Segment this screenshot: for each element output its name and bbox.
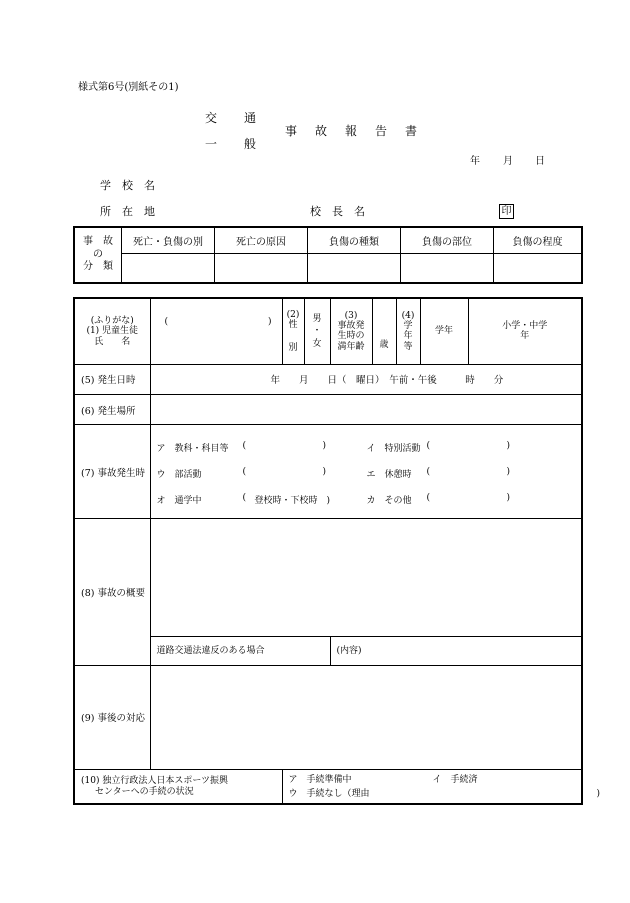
grade-label: (4) 学 年 等 [396,298,420,364]
jsc-status-cell[interactable]: ア 手続準備中 イ 手続済 ウ 手続なし（理由 ) [282,770,582,804]
traffic-violation-label: 道路交通法違反のある場合 [150,637,330,665]
category-cell-part[interactable] [401,253,494,283]
category-cell-degree[interactable] [494,253,583,283]
age-unit[interactable]: 歳 [372,298,396,364]
category-header: 負傷の程度 [494,227,583,253]
date-year: 年 [470,156,480,167]
followup-cell[interactable] [150,665,582,770]
category-row-label: 事 故 の 分 類 [74,227,122,283]
category-table [73,226,583,284]
occurrence-date-label: (5) 発生日時 [74,364,150,394]
age-label: (3) 事故発 生時の 満年齢 [330,298,372,364]
page-title: 事 故 報 告 書 [285,124,421,138]
summary-label: (8) 事故の概要 [74,518,150,665]
type-traffic: 交 通 [205,111,258,125]
category-header: 負傷の種類 [308,227,401,253]
occurrence-place-cell[interactable] [150,395,582,425]
student-name-label: (ふりがな) (1) 児童生徒 氏 名 [74,298,150,364]
school-name-label: 学 校 名 [100,179,155,192]
category-header: 死亡・負傷の別 [122,227,215,253]
summary-cell[interactable] [150,518,582,637]
type-general: 一 般 [205,137,258,151]
form-id: 様式第6号(別紙その1) [78,82,179,93]
occurrence-place-label: (6) 発生場所 [74,395,150,425]
occurrence-time-cell[interactable]: ア 教科・科目等 ( ) イ 特別活動 ( ) ウ 部活動 ( ) エ 休憩時 ( ) オ 通学中 ( 登校時・下校時 ) カ その他 ( ) [150,425,582,519]
category-cell-kind[interactable] [308,253,401,283]
date-month: 月 [503,156,513,167]
occurrence-time-label: (7) 事故発生時 [74,425,150,519]
address-label: 所 在 地 [100,205,155,218]
category-cell-type[interactable] [122,253,215,283]
occurrence-date-cell[interactable]: 年 月 日（ 曜日） 午前・午後 時 分 [150,364,582,394]
traffic-violation-content[interactable]: (内容) [330,637,582,665]
seal-mark: 印 [499,204,514,219]
school-type[interactable]: 小学・中学 年 [468,298,582,364]
jsc-label: (10) 独立行政法人日本スポーツ振興 センターへの手続の状況 [74,770,282,804]
category-header: 死亡の原因 [215,227,308,253]
date-day: 日 [535,156,545,167]
student-name-cell[interactable]: ( ) [150,298,282,364]
grade-unit[interactable]: 学年 [420,298,468,364]
category-cell-cause[interactable] [215,253,308,283]
sex-options[interactable]: 男 ・ 女 [304,298,330,364]
followup-label: (9) 事後の対応 [74,665,150,770]
sex-label: (2) 性 別 [282,298,304,364]
category-header: 負傷の部位 [401,227,494,253]
principal-label: 校 長 名 [310,205,365,218]
report-table [73,297,601,805]
